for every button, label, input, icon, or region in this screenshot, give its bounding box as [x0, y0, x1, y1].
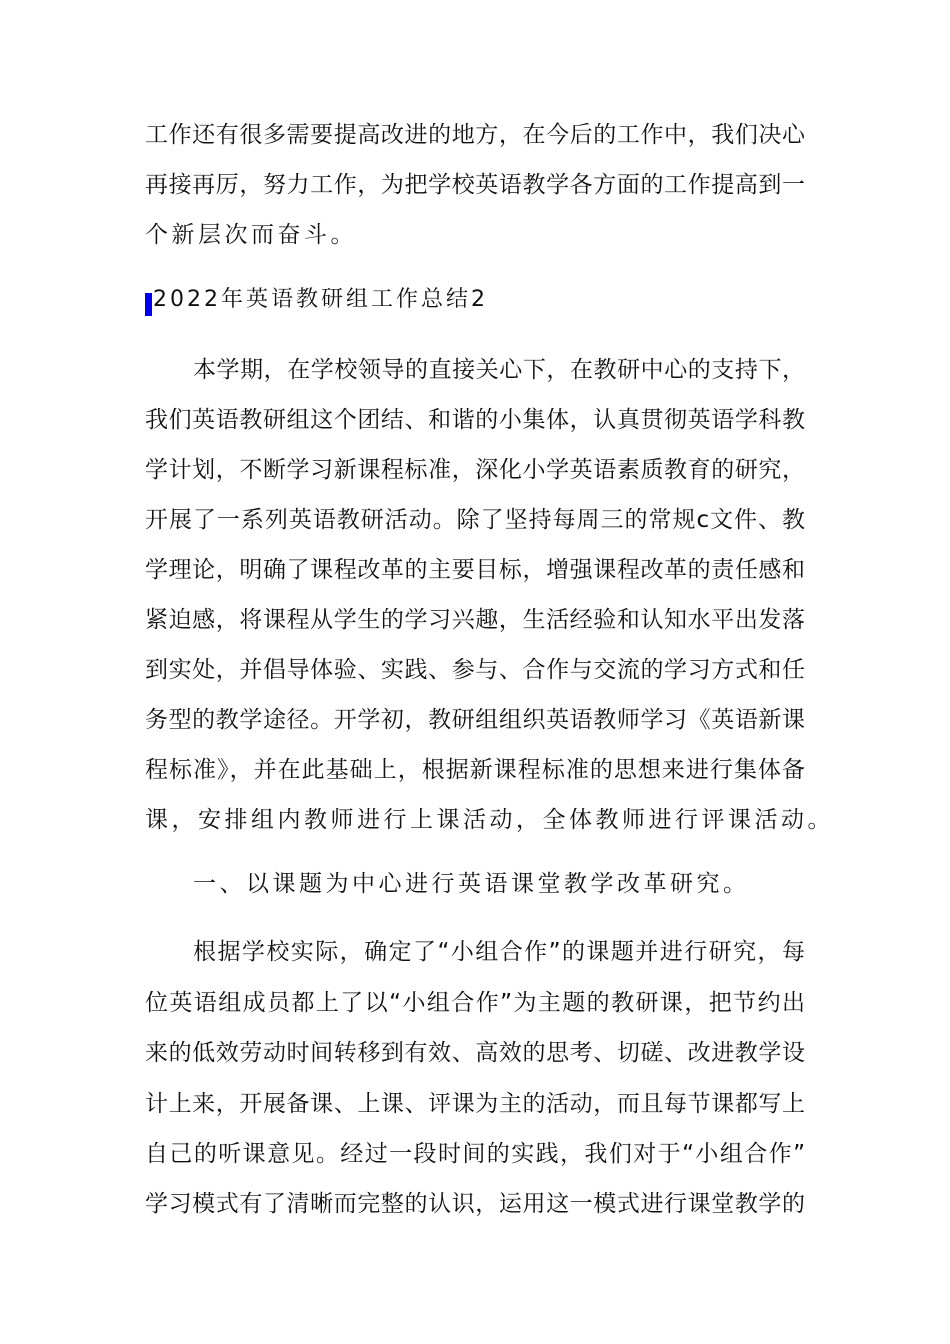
- section-subtitle: 一、以课题为中心进行英语课堂教学改革研究。: [193, 871, 750, 897]
- section-heading: 2022年英语教研组工作总结2: [153, 287, 488, 312]
- text-line: 课，安排组内教师进行上课活动，全体教师进行评课活动。: [145, 807, 834, 833]
- text-line: 位英语组成员都上了以“小组合作”为主题的教研课，把节约出: [145, 990, 805, 1016]
- text-line: 学计划，不断学习新课程标准，深化小学英语素质教育的研究，: [145, 457, 805, 483]
- text-cursor-marker: [145, 293, 152, 316]
- text-line: 来的低效劳动时间转移到有效、高效的思考、切磋、改进教学设: [145, 1040, 805, 1066]
- text-line: 根据学校实际，确定了“小组合作”的课题并进行研究，每: [193, 939, 805, 965]
- text-line: 学习模式有了清晰而完整的认识，运用这一模式进行课堂教学的: [145, 1191, 805, 1217]
- text-line: 我们英语教研组这个团结、和谐的小集体，认真贯彻英语学科教: [145, 407, 805, 433]
- text-line: 程标准》，并在此基础上，根据新课程标准的思想来进行集体备: [145, 757, 805, 783]
- text-line: 开展了一系列英语教研活动。除了坚持每周三的常规c文件、教: [145, 507, 805, 533]
- text-line: 务型的教学途径。开学初，教研组组织英语教师学习《英语新课: [145, 707, 805, 733]
- text-line: 工作还有很多需要提高改进的地方，在今后的工作中，我们决心: [145, 122, 805, 148]
- text-line: 紧迫感，将课程从学生的学习兴趣，生活经验和认知水平出发落: [145, 607, 805, 633]
- text-line: 再接再厉，努力工作，为把学校英语教学各方面的工作提高到一: [145, 172, 805, 198]
- text-line: 计上来，开展备课、上课、评课为主的活动，而且每节课都写上: [145, 1091, 805, 1117]
- text-line: 自己的听课意见。经过一段时间的实践，我们对于“小组合作”: [145, 1141, 805, 1167]
- text-line: 本学期，在学校领导的直接关心下，在教研中心的支持下，: [193, 357, 805, 383]
- text-line: 到实处，并倡导体验、实践、参与、合作与交流的学习方式和任: [145, 657, 805, 683]
- text-line: 学理论，明确了课程改革的主要目标，增强课程改革的责任感和: [145, 557, 805, 583]
- text-line: 个新层次而奋斗。: [145, 222, 357, 248]
